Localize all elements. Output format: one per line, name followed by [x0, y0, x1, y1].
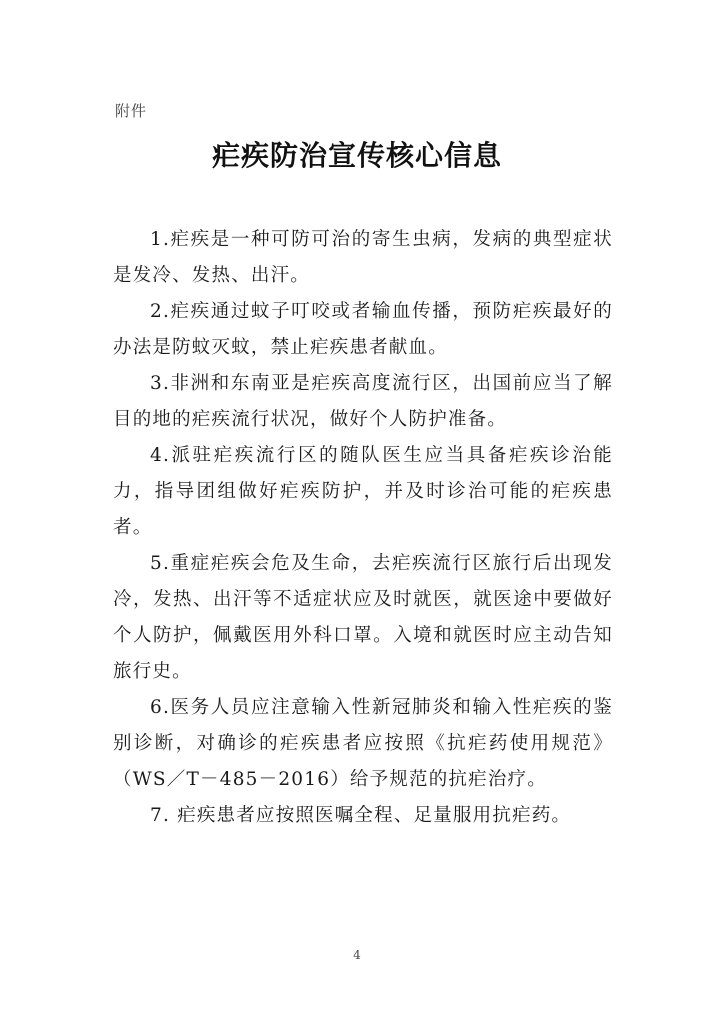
document-title: 疟疾防治宣传核心信息	[211, 139, 502, 172]
paragraph-1: 1.疟疾是一种可防可治的寄生虫病，发病的典型症状是发冷、发热、出汗。	[113, 229, 613, 286]
paragraph-4: 4.派驻疟疾流行区的随队医生应当具备疟疾诊治能力，指导团组做好疟疾防护，并及时诊治可能的疟疾患者。	[113, 445, 613, 538]
paragraph-5: 5.重症疟疾会危及生命，去疟疾流行区旅行后出现发冷，发热、出汗等不适症状应及时就医，就医途中要做好个人防护，佩戴医用外科口罩。入境和就医时应主动告知旅行史。	[113, 553, 613, 682]
page-number: 4	[353, 948, 361, 962]
document-body	[113, 222, 613, 834]
paragraph-3: 3.非洲和东南亚是疟疾高度流行区，出国前应当了解目的地的疟疾流行状况，做好个人防护准备。	[113, 373, 613, 430]
paragraph-6: 6.医务人员应注意输入性新冠肺炎和输入性疟疾的鉴别诊断，对确诊的疟疾患者应按照《抗疟药使用规范》（WS／T－485－2016）给予规范的抗疟治疗。	[113, 697, 613, 790]
paragraph-2: 2.疟疾通过蚊子叮咬或者输血传播，预防疟疾最好的办法是防蚊灭蚊，禁止疟疾患者献血。	[113, 301, 613, 358]
attachment-label: 附件	[115, 102, 148, 120]
paragraph-7: 7. 疟疾患者应按照医嘱全程、足量服用抗疟药。	[150, 805, 572, 826]
